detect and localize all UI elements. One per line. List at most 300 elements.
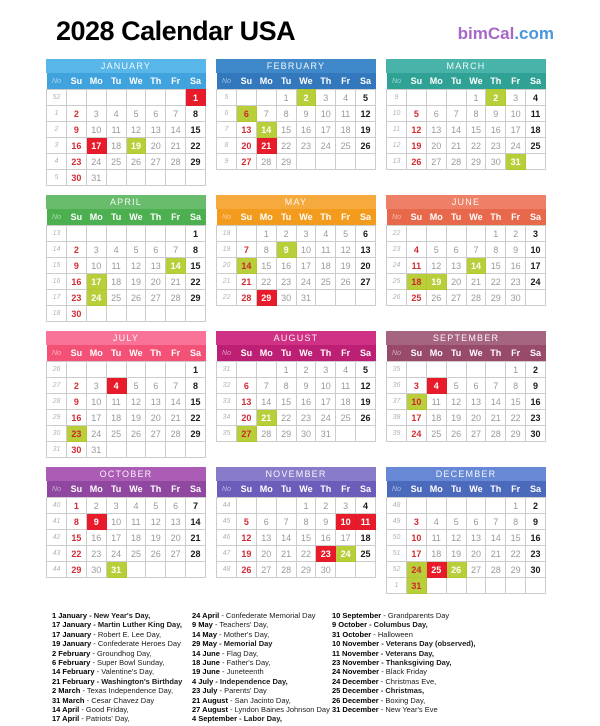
day-cell[interactable]: 13 [426,122,446,138]
day-cell[interactable]: 19 [237,546,257,562]
day-cell[interactable]: 4 [336,90,356,106]
day-cell[interactable]: 11 [336,378,356,394]
day-cell[interactable]: 12 [356,106,376,122]
day-cell[interactable]: 18 [426,410,446,426]
day-cell[interactable]: 28 [186,546,206,562]
day-cell[interactable]: 23 [316,546,336,562]
day-cell[interactable]: 11 [126,514,146,530]
day-cell[interactable]: 15 [67,530,87,546]
day-cell[interactable]: 14 [486,530,506,546]
day-cell[interactable]: 30 [67,170,87,186]
day-cell[interactable]: 19 [407,138,427,154]
day-cell[interactable]: 1 [67,498,87,514]
day-cell[interactable]: 7 [446,106,466,122]
day-cell[interactable]: 22 [276,138,296,154]
day-cell[interactable]: 20 [426,138,446,154]
day-cell[interactable]: 5 [126,378,146,394]
day-cell[interactable]: 20 [146,138,166,154]
day-cell[interactable]: 23 [526,546,546,562]
day-cell[interactable]: 13 [237,394,257,410]
day-cell[interactable]: 3 [506,90,526,106]
day-cell[interactable]: 25 [106,290,126,306]
day-cell[interactable]: 7 [166,378,186,394]
day-cell[interactable]: 25 [106,154,126,170]
day-cell[interactable]: 1 [486,226,506,242]
day-cell[interactable]: 19 [126,138,146,154]
day-cell[interactable]: 9 [486,106,506,122]
day-cell[interactable]: 22 [67,546,87,562]
day-cell[interactable]: 8 [186,106,206,122]
day-cell[interactable]: 9 [526,514,546,530]
day-cell[interactable]: 6 [146,106,166,122]
day-cell[interactable]: 21 [466,274,486,290]
day-cell[interactable]: 4 [407,242,427,258]
day-cell[interactable]: 10 [86,258,106,274]
day-cell[interactable]: 18 [407,274,427,290]
day-cell[interactable]: 10 [106,514,126,530]
day-cell[interactable]: 18 [316,258,336,274]
day-cell[interactable]: 15 [186,258,206,274]
day-cell[interactable]: 10 [86,122,106,138]
day-cell[interactable]: 11 [336,106,356,122]
day-cell[interactable]: 9 [67,258,87,274]
day-cell[interactable]: 20 [237,138,257,154]
day-cell[interactable]: 16 [316,530,336,546]
day-cell[interactable]: 18 [426,546,446,562]
day-cell[interactable]: 22 [186,138,206,154]
day-cell[interactable]: 5 [426,242,446,258]
day-cell[interactable]: 12 [146,514,166,530]
day-cell[interactable]: 28 [486,562,506,578]
day-cell[interactable]: 10 [407,394,427,410]
day-cell[interactable]: 13 [356,242,376,258]
day-cell[interactable]: 9 [506,242,526,258]
day-cell[interactable]: 11 [316,242,336,258]
day-cell[interactable]: 13 [166,514,186,530]
day-cell[interactable]: 21 [486,546,506,562]
day-cell[interactable]: 3 [407,514,427,530]
day-cell[interactable]: 16 [67,274,87,290]
day-cell[interactable]: 8 [466,106,486,122]
day-cell[interactable]: 28 [237,290,257,306]
day-cell[interactable]: 21 [166,274,186,290]
day-cell[interactable]: 26 [237,562,257,578]
day-cell[interactable]: 11 [426,394,446,410]
day-cell[interactable]: 8 [186,242,206,258]
day-cell[interactable]: 15 [506,530,526,546]
day-cell[interactable]: 24 [86,426,106,442]
day-cell[interactable]: 2 [67,378,87,394]
day-cell[interactable]: 16 [296,394,316,410]
day-cell[interactable]: 14 [166,394,186,410]
day-cell[interactable]: 7 [466,242,486,258]
day-cell[interactable]: 9 [296,106,316,122]
day-cell[interactable]: 21 [166,138,186,154]
day-cell[interactable]: 18 [336,122,356,138]
day-cell[interactable]: 27 [356,274,376,290]
day-cell[interactable]: 17 [316,394,336,410]
day-cell[interactable]: 31 [506,154,526,170]
day-cell[interactable]: 22 [186,410,206,426]
day-cell[interactable]: 4 [106,106,126,122]
day-cell[interactable]: 24 [506,138,526,154]
day-cell[interactable]: 1 [276,90,296,106]
day-cell[interactable]: 12 [126,258,146,274]
day-cell[interactable]: 11 [407,258,427,274]
day-cell[interactable]: 8 [186,378,206,394]
day-cell[interactable]: 5 [446,514,466,530]
day-cell[interactable]: 13 [146,394,166,410]
day-cell[interactable]: 15 [506,394,526,410]
day-cell[interactable]: 17 [526,258,546,274]
day-cell[interactable]: 26 [426,290,446,306]
day-cell[interactable]: 6 [237,378,257,394]
day-cell[interactable]: 17 [86,410,106,426]
day-cell[interactable]: 8 [506,378,526,394]
day-cell[interactable]: 4 [336,362,356,378]
day-cell[interactable]: 23 [86,546,106,562]
day-cell[interactable]: 7 [256,378,276,394]
day-cell[interactable]: 12 [336,242,356,258]
day-cell[interactable]: 8 [256,242,276,258]
day-cell[interactable]: 26 [356,410,376,426]
day-cell[interactable]: 3 [526,226,546,242]
day-cell[interactable]: 11 [106,258,126,274]
day-cell[interactable]: 15 [276,122,296,138]
day-cell[interactable]: 25 [426,426,446,442]
day-cell[interactable]: 15 [486,258,506,274]
day-cell[interactable]: 13 [146,258,166,274]
day-cell[interactable]: 23 [296,138,316,154]
day-cell[interactable]: 19 [356,394,376,410]
day-cell[interactable]: 29 [67,562,87,578]
day-cell[interactable]: 4 [356,498,376,514]
day-cell[interactable]: 21 [237,274,257,290]
day-cell[interactable]: 7 [276,514,296,530]
day-cell[interactable]: 23 [276,274,296,290]
day-cell[interactable]: 21 [256,410,276,426]
day-cell[interactable]: 1 [506,362,526,378]
day-cell[interactable]: 2 [296,90,316,106]
day-cell[interactable]: 17 [407,410,427,426]
day-cell[interactable]: 24 [407,562,427,578]
day-cell[interactable]: 4 [126,498,146,514]
day-cell[interactable]: 13 [466,394,486,410]
day-cell[interactable]: 23 [67,426,87,442]
day-cell[interactable]: 26 [336,274,356,290]
day-cell[interactable]: 28 [166,290,186,306]
day-cell[interactable]: 25 [407,290,427,306]
day-cell[interactable]: 31 [407,578,427,594]
day-cell[interactable]: 28 [256,154,276,170]
day-cell[interactable]: 22 [486,274,506,290]
day-cell[interactable]: 16 [67,138,87,154]
day-cell[interactable]: 25 [426,562,446,578]
day-cell[interactable]: 21 [486,410,506,426]
day-cell[interactable]: 7 [237,242,257,258]
day-cell[interactable]: 4 [316,226,336,242]
day-cell[interactable]: 24 [86,154,106,170]
day-cell[interactable]: 12 [126,122,146,138]
day-cell[interactable]: 30 [316,562,336,578]
day-cell[interactable]: 20 [466,410,486,426]
day-cell[interactable]: 24 [296,274,316,290]
day-cell[interactable]: 12 [446,394,466,410]
day-cell[interactable]: 3 [407,378,427,394]
day-cell[interactable]: 29 [466,154,486,170]
day-cell[interactable]: 13 [256,530,276,546]
day-cell[interactable]: 14 [186,514,206,530]
day-cell[interactable]: 9 [86,514,106,530]
day-cell[interactable]: 23 [526,410,546,426]
day-cell[interactable]: 5 [446,378,466,394]
day-cell[interactable]: 30 [67,442,87,458]
day-cell[interactable]: 20 [466,546,486,562]
day-cell[interactable]: 5 [237,514,257,530]
day-cell[interactable]: 7 [256,106,276,122]
day-cell[interactable]: 10 [296,242,316,258]
day-cell[interactable]: 22 [466,138,486,154]
day-cell[interactable]: 6 [237,106,257,122]
day-cell[interactable]: 29 [276,154,296,170]
day-cell[interactable]: 2 [67,106,87,122]
day-cell[interactable]: 23 [67,154,87,170]
day-cell[interactable]: 15 [276,394,296,410]
day-cell[interactable]: 9 [296,378,316,394]
day-cell[interactable]: 7 [166,242,186,258]
day-cell[interactable]: 4 [106,242,126,258]
day-cell[interactable]: 30 [86,562,106,578]
day-cell[interactable]: 12 [446,530,466,546]
day-cell[interactable]: 23 [296,410,316,426]
day-cell[interactable]: 4 [426,514,446,530]
day-cell[interactable]: 14 [486,394,506,410]
day-cell[interactable]: 2 [506,226,526,242]
day-cell[interactable]: 5 [126,242,146,258]
day-cell[interactable]: 1 [256,226,276,242]
day-cell[interactable]: 30 [67,306,87,322]
day-cell[interactable]: 5 [407,106,427,122]
day-cell[interactable]: 31 [86,442,106,458]
day-cell[interactable]: 10 [526,242,546,258]
day-cell[interactable]: 1 [186,226,206,242]
day-cell[interactable]: 1 [276,362,296,378]
day-cell[interactable]: 30 [296,426,316,442]
day-cell[interactable]: 3 [336,498,356,514]
day-cell[interactable]: 14 [276,530,296,546]
day-cell[interactable]: 4 [106,378,126,394]
day-cell[interactable]: 18 [526,122,546,138]
day-cell[interactable]: 17 [86,138,106,154]
day-cell[interactable]: 6 [146,242,166,258]
day-cell[interactable]: 17 [106,530,126,546]
day-cell[interactable]: 29 [486,290,506,306]
day-cell[interactable]: 29 [506,562,526,578]
day-cell[interactable]: 8 [276,106,296,122]
day-cell[interactable]: 14 [466,258,486,274]
day-cell[interactable]: 18 [336,394,356,410]
day-cell[interactable]: 19 [126,410,146,426]
day-cell[interactable]: 26 [146,546,166,562]
day-cell[interactable]: 25 [336,410,356,426]
day-cell[interactable]: 5 [356,90,376,106]
day-cell[interactable]: 30 [526,426,546,442]
day-cell[interactable]: 2 [316,498,336,514]
day-cell[interactable]: 30 [276,290,296,306]
day-cell[interactable]: 12 [237,530,257,546]
day-cell[interactable]: 7 [186,498,206,514]
day-cell[interactable]: 16 [526,530,546,546]
day-cell[interactable]: 25 [126,546,146,562]
day-cell[interactable]: 29 [186,154,206,170]
day-cell[interactable]: 9 [67,122,87,138]
day-cell[interactable]: 22 [296,546,316,562]
day-cell[interactable]: 28 [276,562,296,578]
day-cell[interactable]: 14 [166,122,186,138]
day-cell[interactable]: 13 [146,122,166,138]
day-cell[interactable]: 5 [356,362,376,378]
day-cell[interactable]: 4 [526,90,546,106]
day-cell[interactable]: 28 [446,154,466,170]
day-cell[interactable]: 16 [67,410,87,426]
day-cell[interactable]: 8 [506,514,526,530]
day-cell[interactable]: 5 [146,498,166,514]
day-cell[interactable]: 19 [446,546,466,562]
day-cell[interactable]: 26 [126,154,146,170]
day-cell[interactable]: 27 [446,290,466,306]
day-cell[interactable]: 15 [186,122,206,138]
day-cell[interactable]: 21 [276,546,296,562]
day-cell[interactable]: 25 [356,546,376,562]
day-cell[interactable]: 27 [237,154,257,170]
day-cell[interactable]: 20 [356,258,376,274]
day-cell[interactable]: 3 [316,362,336,378]
day-cell[interactable]: 10 [316,378,336,394]
day-cell[interactable]: 14 [256,122,276,138]
day-cell[interactable]: 24 [336,546,356,562]
day-cell[interactable]: 31 [296,290,316,306]
day-cell[interactable]: 16 [296,122,316,138]
day-cell[interactable]: 11 [106,394,126,410]
day-cell[interactable]: 31 [86,170,106,186]
day-cell[interactable]: 8 [486,242,506,258]
day-cell[interactable]: 3 [86,378,106,394]
day-cell[interactable]: 2 [276,226,296,242]
day-cell[interactable]: 2 [526,362,546,378]
day-cell[interactable]: 6 [466,514,486,530]
day-cell[interactable]: 2 [526,498,546,514]
day-cell[interactable]: 2 [67,242,87,258]
day-cell[interactable]: 24 [316,410,336,426]
day-cell[interactable]: 28 [256,426,276,442]
day-cell[interactable]: 28 [166,154,186,170]
day-cell[interactable]: 19 [146,530,166,546]
day-cell[interactable]: 23 [506,274,526,290]
day-cell[interactable]: 24 [407,426,427,442]
day-cell[interactable]: 6 [356,226,376,242]
day-cell[interactable]: 23 [486,138,506,154]
day-cell[interactable]: 16 [526,394,546,410]
day-cell[interactable]: 28 [466,290,486,306]
day-cell[interactable]: 18 [106,410,126,426]
day-cell[interactable]: 13 [446,258,466,274]
day-cell[interactable]: 1 [186,90,206,106]
day-cell[interactable]: 26 [446,426,466,442]
day-cell[interactable]: 20 [146,410,166,426]
day-cell[interactable]: 9 [526,378,546,394]
day-cell[interactable]: 12 [356,378,376,394]
day-cell[interactable]: 21 [256,138,276,154]
day-cell[interactable]: 29 [186,290,206,306]
day-cell[interactable]: 6 [426,106,446,122]
day-cell[interactable]: 22 [256,274,276,290]
day-cell[interactable]: 19 [446,410,466,426]
day-cell[interactable]: 9 [316,514,336,530]
day-cell[interactable]: 20 [446,274,466,290]
day-cell[interactable]: 26 [126,426,146,442]
day-cell[interactable]: 2 [486,90,506,106]
day-cell[interactable]: 12 [426,258,446,274]
day-cell[interactable]: 26 [446,562,466,578]
day-cell[interactable]: 6 [446,242,466,258]
day-cell[interactable]: 8 [296,514,316,530]
day-cell[interactable]: 22 [276,410,296,426]
day-cell[interactable]: 1 [466,90,486,106]
day-cell[interactable]: 16 [276,258,296,274]
day-cell[interactable]: 29 [296,562,316,578]
day-cell[interactable]: 25 [316,274,336,290]
day-cell[interactable]: 2 [296,362,316,378]
day-cell[interactable]: 23 [67,290,87,306]
day-cell[interactable]: 3 [316,90,336,106]
day-cell[interactable]: 14 [166,258,186,274]
day-cell[interactable]: 22 [186,274,206,290]
day-cell[interactable]: 3 [296,226,316,242]
day-cell[interactable]: 7 [486,378,506,394]
day-cell[interactable]: 11 [426,530,446,546]
day-cell[interactable]: 12 [126,394,146,410]
day-cell[interactable]: 17 [336,530,356,546]
day-cell[interactable]: 11 [106,122,126,138]
day-cell[interactable]: 10 [506,106,526,122]
day-cell[interactable]: 26 [407,154,427,170]
site-logo[interactable] [458,20,554,47]
day-cell[interactable]: 12 [407,122,427,138]
day-cell[interactable]: 29 [186,426,206,442]
day-cell[interactable]: 27 [466,562,486,578]
day-cell[interactable]: 21 [446,138,466,154]
day-cell[interactable]: 16 [86,530,106,546]
day-cell[interactable]: 6 [166,498,186,514]
day-cell[interactable]: 7 [486,514,506,530]
day-cell[interactable]: 28 [166,426,186,442]
day-cell[interactable]: 13 [237,122,257,138]
day-cell[interactable]: 26 [126,290,146,306]
day-cell[interactable]: 14 [237,258,257,274]
day-cell[interactable]: 15 [186,394,206,410]
day-cell[interactable]: 29 [256,290,276,306]
day-cell[interactable]: 28 [486,426,506,442]
day-cell[interactable]: 6 [146,378,166,394]
day-cell[interactable]: 31 [106,562,126,578]
day-cell[interactable]: 27 [146,426,166,442]
day-cell[interactable]: 16 [506,258,526,274]
day-cell[interactable]: 16 [486,122,506,138]
day-cell[interactable]: 21 [166,410,186,426]
day-cell[interactable]: 20 [146,274,166,290]
day-cell[interactable]: 25 [106,426,126,442]
day-cell[interactable]: 18 [356,530,376,546]
